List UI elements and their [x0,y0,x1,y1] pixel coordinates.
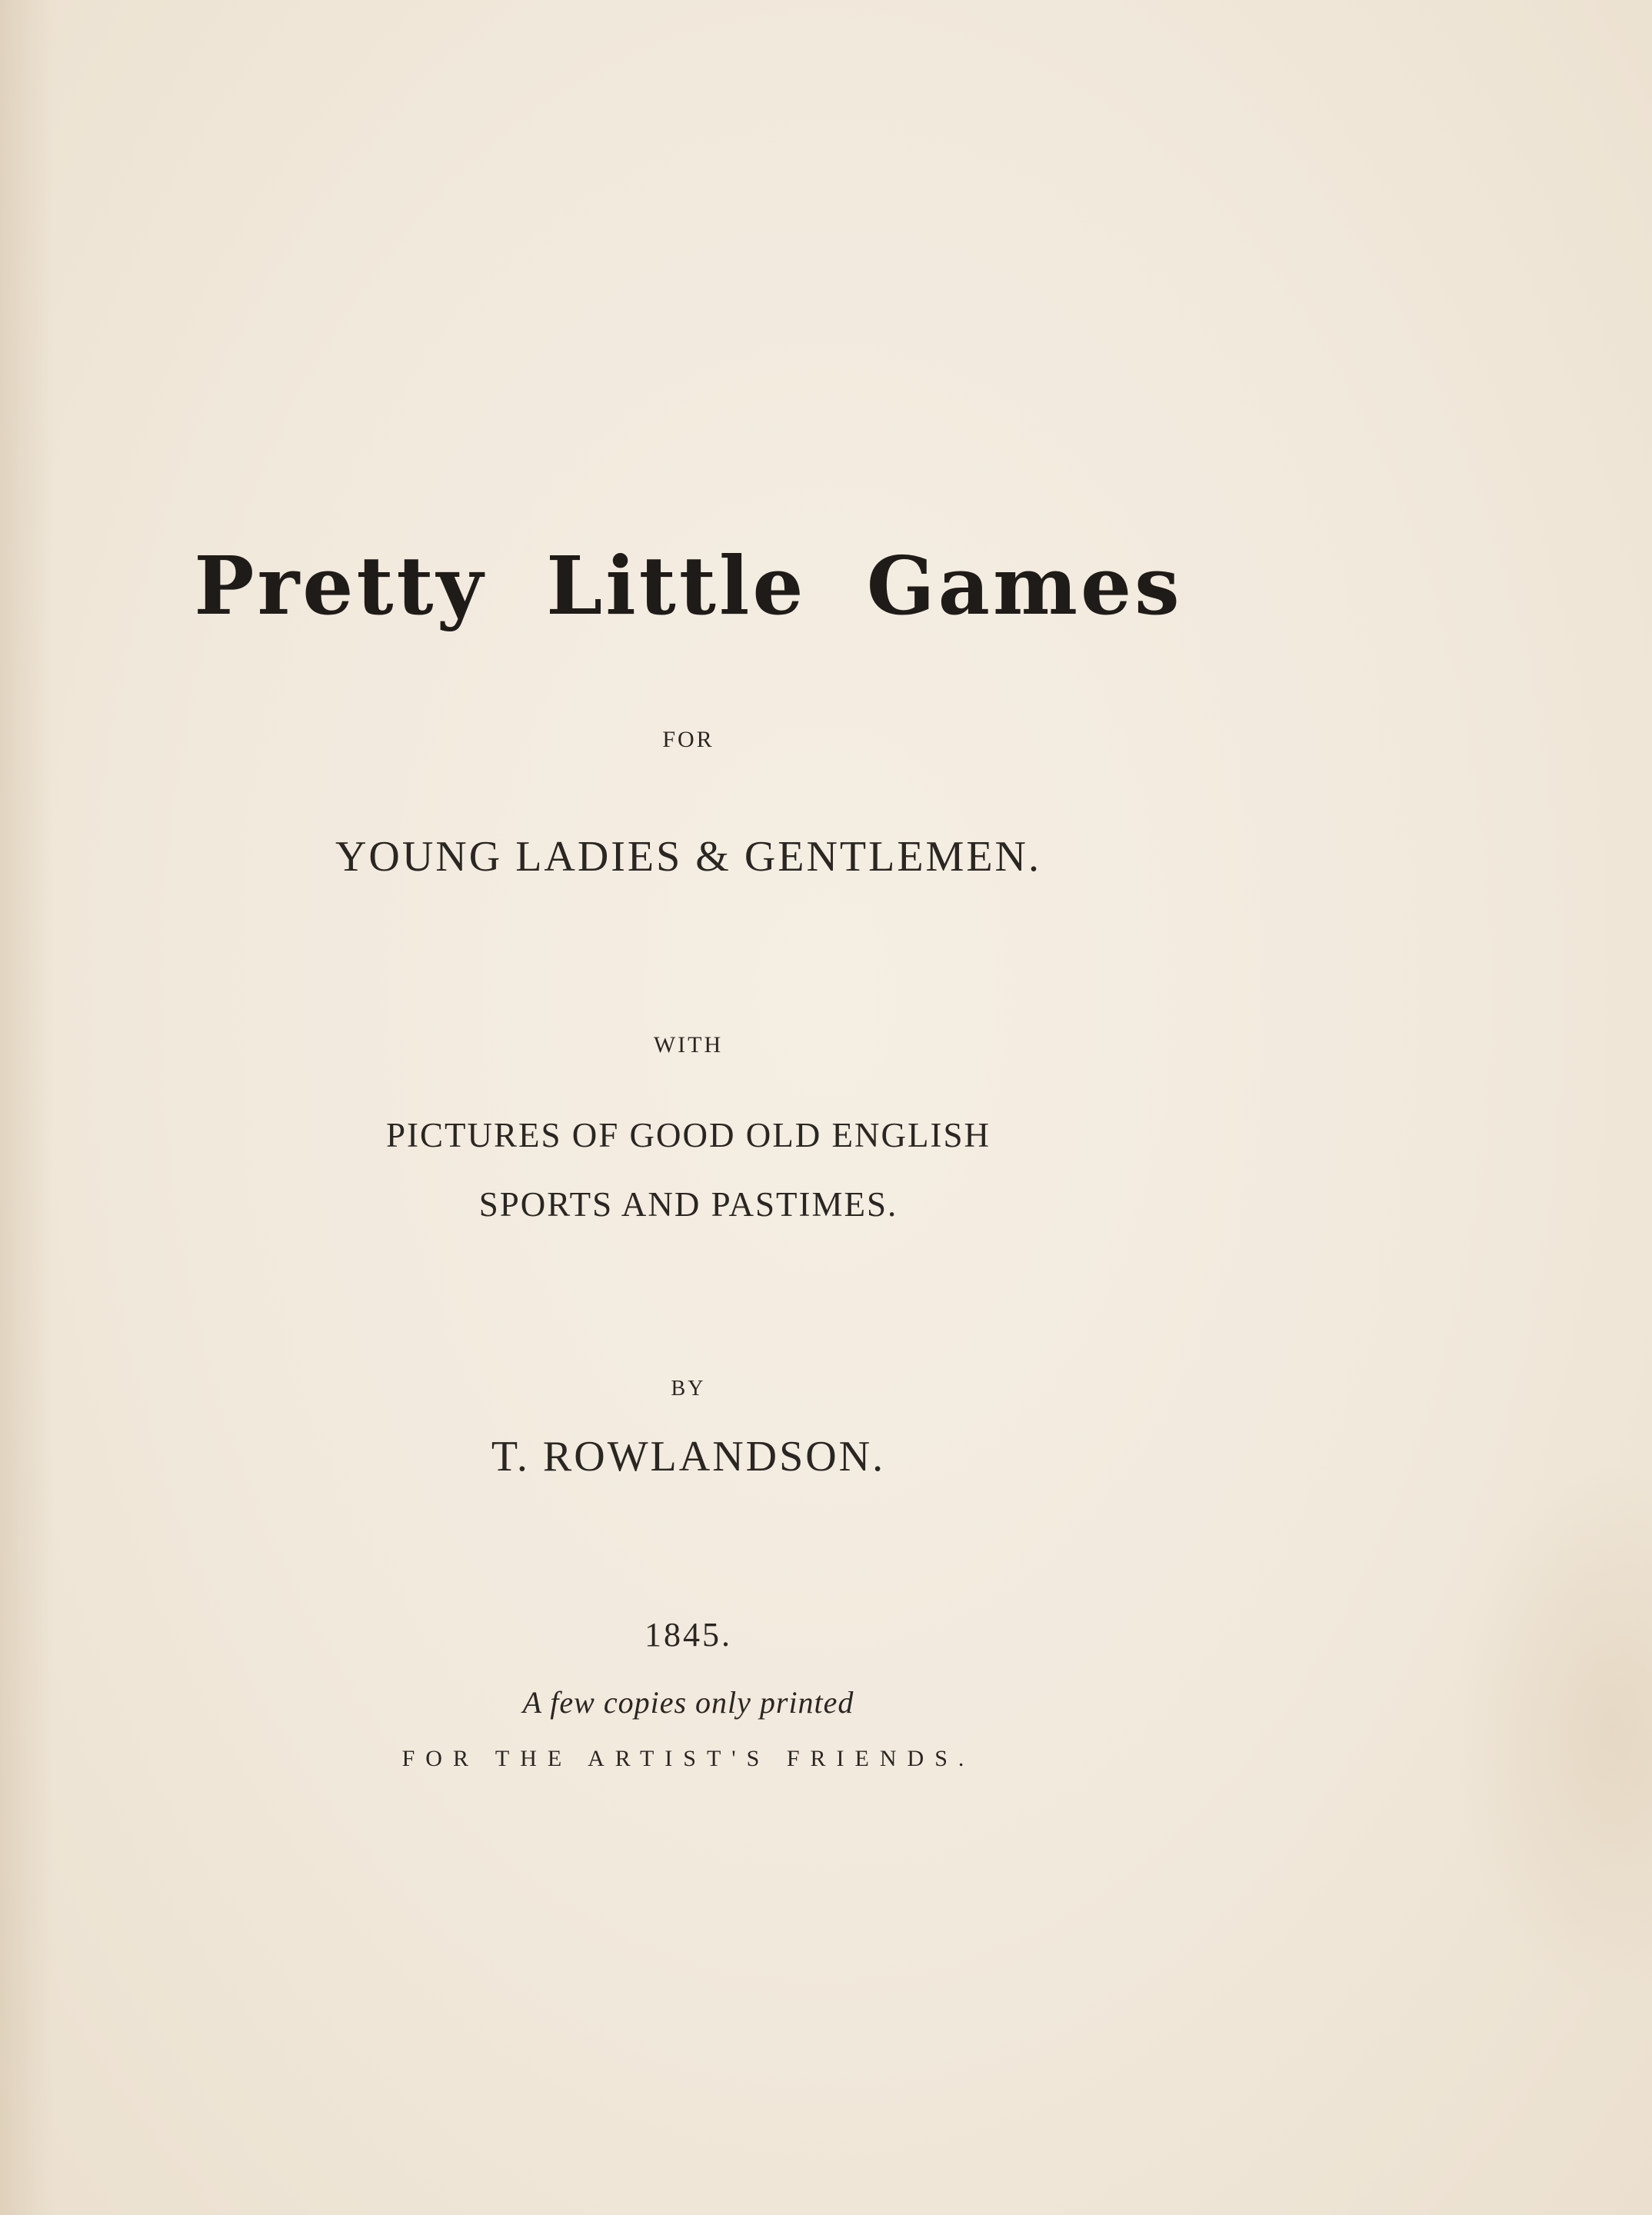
by-label: BY [671,1377,706,1401]
for-label: FOR [662,727,714,752]
edition-note: A few copies only printed [522,1685,854,1720]
subtitle: YOUNG LADIES & GENTLEMEN. [335,833,1041,881]
book-title: Pretty Little Games [194,538,1183,633]
paper-stain [1452,1461,1652,2000]
pictures-line-1: PICTURES OF GOOD OLD ENGLISH [385,1116,991,1154]
author-name: T. ROWLANDSON. [491,1433,886,1481]
with-label: WITH [653,1032,724,1058]
dedication-line: FOR THE ARTIST'S FRIENDS. [401,1746,975,1771]
publication-year: 1845. [644,1616,732,1654]
pictures-line-2: SPORTS AND PASTIMES. [478,1185,898,1224]
page-edge-shade [0,0,54,2215]
